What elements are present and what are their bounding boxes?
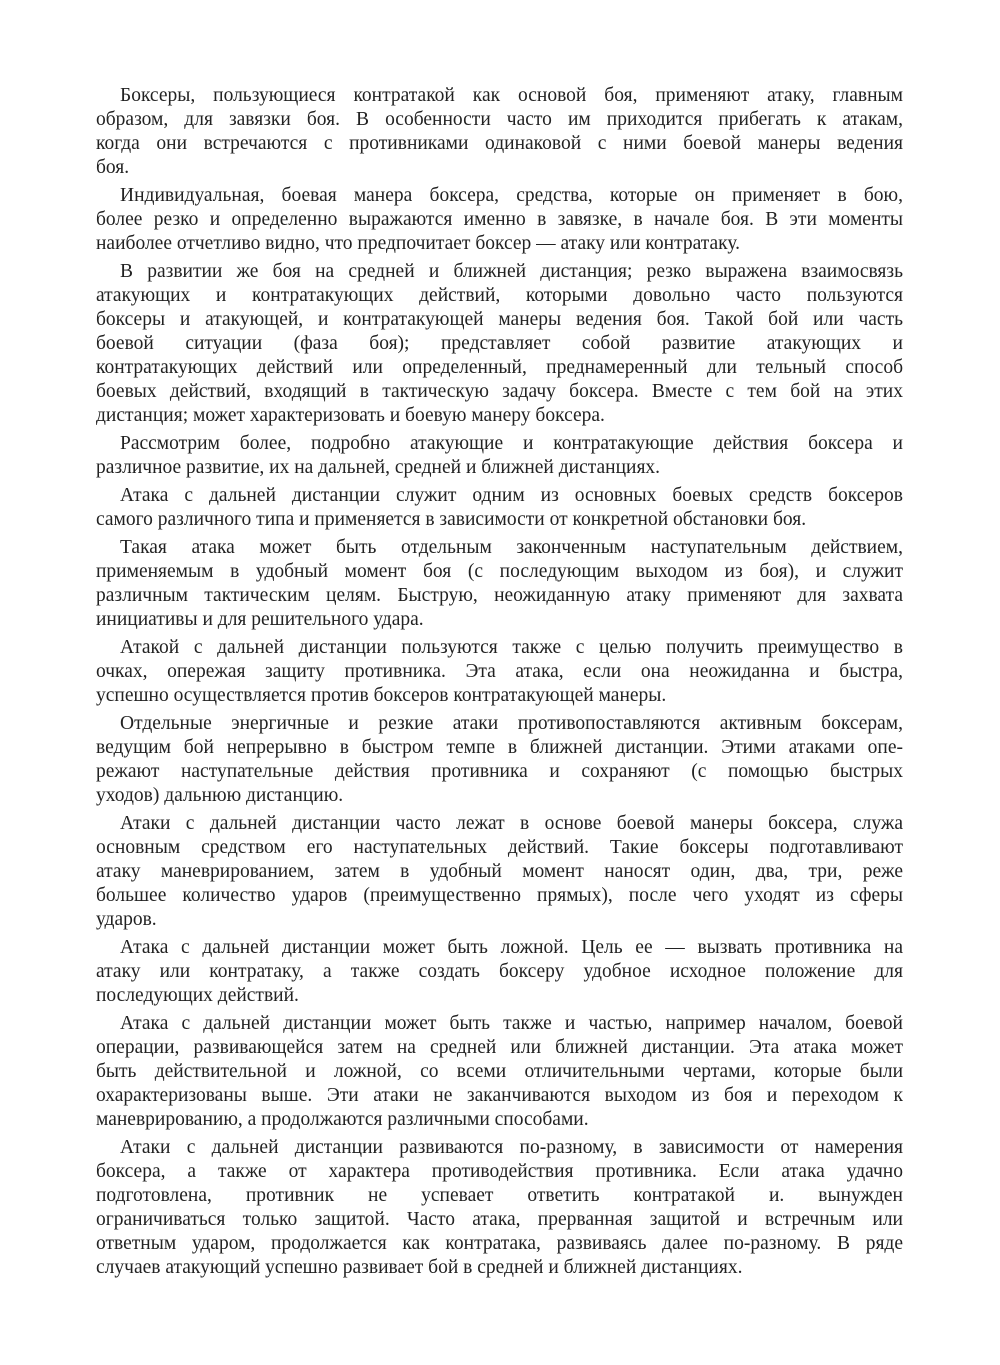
paragraph <box>96 484 903 532</box>
paragraph <box>96 1012 903 1132</box>
text-line: операции, развивающейся затем на средней или ближней дистанции. Эта атака может <box>96 1037 903 1058</box>
paragraph <box>96 712 903 808</box>
text-line: атакующих и контратакующих действий, которыми довольно часто пользуются <box>96 285 903 306</box>
text-line: Атаки с дальней дистанции часто лежат в основе боевой манеры боксера, служа <box>120 813 903 834</box>
text-line: ударов. <box>96 909 157 930</box>
text-line: Рассмотрим более, подробно атакующие и контратакующие действия боксера и <box>120 433 903 454</box>
text-line: случаев атакующий успешно развивает бой в средней и ближней дистанциях. <box>96 1257 743 1278</box>
text-line: ответным ударом, продолжается как контратака, развиваясь далее по-разному. В ряде <box>96 1233 903 1254</box>
text-line: быть действительной и ложной, со всеми отличительными чертами, которые были <box>96 1061 903 1082</box>
text-line: В развитии же боя на средней и ближней дистанция; резко выражена взаимосвязь <box>120 261 903 282</box>
paragraph <box>96 936 903 1008</box>
text-line: образом, для завязки боя. В особенности часто им приходится прибегать к атакам, <box>96 109 903 130</box>
text-line: режают наступательные действия противника и сохраняют (с помощью быстрых <box>96 761 903 782</box>
text-line: очках, опережая защиту противника. Эта атака, если она неожиданна и быстра, <box>96 661 903 682</box>
text-line: Атаки с дальней дистанции развиваются по-разному, в зависимости от намерения <box>120 1137 903 1158</box>
text-line: боевой ситуации (фаза боя); представляет собой развитие атакующих и <box>96 333 903 354</box>
paragraph <box>96 636 903 708</box>
text-line: когда они встречаются с противниками одинаковой с ними боевой манеры ведения <box>96 133 903 154</box>
paragraph <box>96 536 903 632</box>
text-line: боя. <box>96 157 130 178</box>
text-line: Отдельные энергичные и резкие атаки противопоставляются активным боксерам, <box>120 713 903 734</box>
text-line: Атака с дальней дистанции служит одним из основных боевых средств боксеров <box>120 485 903 506</box>
text-line: применяемым в удобный момент боя (с последующим выходом из боя), и служит <box>96 561 903 582</box>
text-line: ведущим бой непрерывно в быстром темпе в ближней дистанции. Этими атаками опе- <box>96 737 903 758</box>
text-line: различное развитие, их на дальней, средней и ближней дистанциях. <box>96 457 661 478</box>
text-line: ограничиваться только защитой. Часто атака, прерванная защитой и встречным или <box>96 1209 903 1230</box>
text-line: инициативы и для решительного удара. <box>96 609 424 630</box>
paragraph <box>96 812 903 932</box>
text-line: атаку маневрированием, затем в удобный момент наносят один, два, три, реже <box>96 861 903 882</box>
text-line: более резко и определенно выражаются именно в завязке, в начале боя. В эти моменты <box>96 209 903 230</box>
paragraph <box>96 260 903 428</box>
paragraph <box>96 1136 903 1280</box>
text-line: контратакующих действий или определенный, преднамеренный дли тельный способ <box>96 357 903 378</box>
text-line: различным тактическим целям. Быструю, неожиданную атаку применяют для захвата <box>96 585 903 606</box>
text-line: маневрированию, а продолжаются различными способами. <box>96 1109 589 1130</box>
document-page <box>96 84 903 1284</box>
text-line: Атака с дальней дистанции может быть также и частью, например началом, боевой <box>120 1013 903 1034</box>
paragraph <box>96 432 903 480</box>
text-line: наиболее отчетливо видно, что предпочитает боксер — атаку или контратаку. <box>96 233 741 254</box>
paragraph <box>96 84 903 180</box>
text-line: охарактеризованы выше. Эти атаки не заканчиваются выходом из боя и переходом к <box>96 1085 903 1106</box>
text-line: основным средством его наступательных действий. Такие боксеры подготавливают <box>96 837 903 858</box>
text-line: успешно осуществляется против боксеров контратакующей манеры. <box>96 685 667 706</box>
text-line: боксера, а также от характера противодействия противника. Если атака удачно <box>96 1161 903 1182</box>
text-line: Такая атака может быть отдельным законченным наступательным действием, <box>120 537 903 558</box>
text-line: Атака с дальней дистанции может быть ложной. Цель ее — вызвать противника на <box>120 937 903 958</box>
text-line: боевых действий, входящий в тактическую задачу боксера. Вместе с тем бой на этих <box>96 381 903 402</box>
paragraph <box>96 184 903 256</box>
text-line: большее количество ударов (преимущественно прямых), после чего уходят из сферы <box>96 885 903 906</box>
text-line: дистанция; может характеризовать и боевую манеру боксера. <box>96 405 605 426</box>
text-line: боксеры и атакующей, и контратакующей манеры ведения боя. Такой бой или часть <box>96 309 903 330</box>
text-line: подготовлена, противник не успевает ответить контратакой и. вынужден <box>96 1185 903 1206</box>
text-line: Индивидуальная, боевая манера боксера, средства, которые он применяет в бою, <box>120 185 903 206</box>
text-line: Атакой с дальней дистанции пользуются также с целью получить преимущество в <box>120 637 903 658</box>
text-line: атаку или контратаку, а также создать боксеру удобное исходное положение для <box>96 961 903 982</box>
text-line: последующих действий. <box>96 985 299 1006</box>
text-line: Боксеры, пользующиеся контратакой как основой боя, применяют атаку, главным <box>120 85 903 106</box>
text-line: уходов) дальнюю дистанцию. <box>96 785 344 806</box>
text-line: самого различного типа и применяется в зависимости от конкретной обстановки боя. <box>96 509 807 530</box>
